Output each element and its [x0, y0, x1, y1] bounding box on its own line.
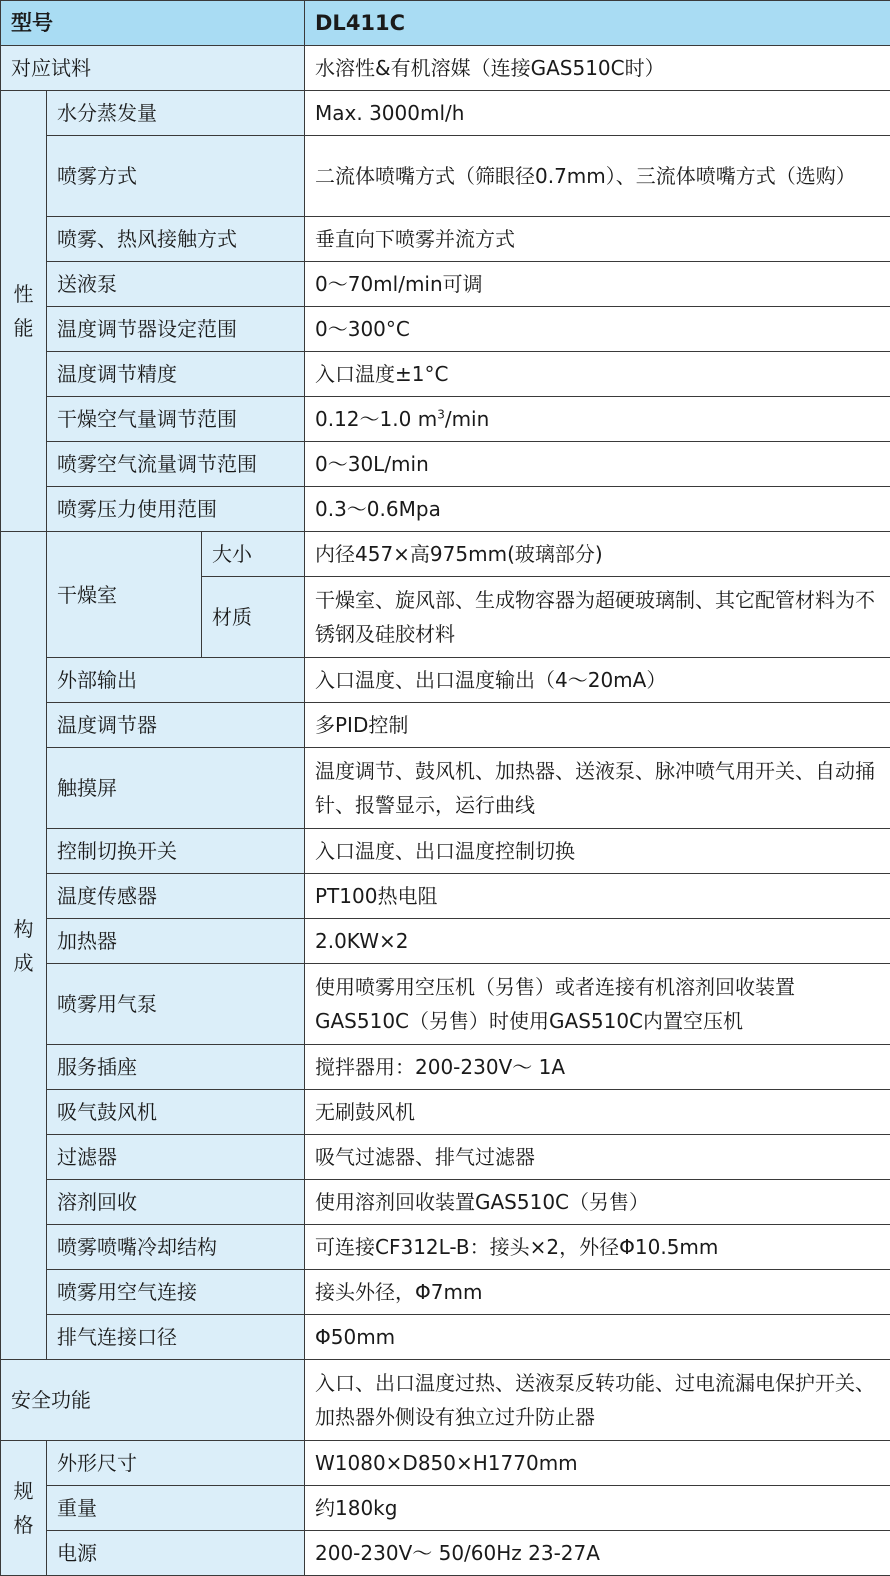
row-value: 多PID控制 [305, 703, 890, 748]
row-label: 电源 [47, 1531, 305, 1576]
row-value: 搅拌器用：200-230V～ 1A [305, 1045, 890, 1090]
table-row [1, 307, 890, 352]
row-label: 加热器 [47, 919, 305, 964]
table-row [1, 1180, 890, 1225]
row-label: 吸气鼓风机 [47, 1090, 305, 1135]
table-row [1, 217, 890, 262]
specs-group-text: 规格 [13, 1474, 35, 1542]
row-label: 排气连接口径 [47, 1315, 305, 1360]
row-value: PT100热电阻 [305, 874, 890, 919]
table-row [1, 1531, 890, 1576]
table-row [1, 262, 890, 307]
material-row [1, 46, 890, 91]
material-label: 对应试料 [1, 46, 305, 91]
row-label: 送液泵 [47, 262, 305, 307]
table-row [1, 703, 890, 748]
performance-group-label [1, 91, 47, 532]
model-value: DL411C [305, 1, 890, 46]
specs-group-label [1, 1441, 47, 1576]
table-row [1, 487, 890, 532]
table-row [1, 136, 890, 217]
row-label: 溶剂回收 [47, 1180, 305, 1225]
row-label: 重量 [47, 1486, 305, 1531]
value-prefix: 0.12～1.0 m [315, 407, 437, 431]
table-row [1, 748, 890, 829]
row-value: 无刷鼓风机 [305, 1090, 890, 1135]
row-label: 控制切换开关 [47, 829, 305, 874]
row-value: 0～30L/min [305, 442, 890, 487]
row-label: 温度调节器 [47, 703, 305, 748]
row-value: 二流体喷嘴方式（筛眼径0.7mm）、三流体喷嘴方式（选购） [305, 136, 890, 217]
table-row [1, 91, 890, 136]
row-value: 入口温度、出口温度控制切换 [305, 829, 890, 874]
row-value: Max. 3000ml/h [305, 91, 890, 136]
row-label: 触摸屏 [47, 748, 305, 829]
row-label: 过滤器 [47, 1135, 305, 1180]
row-value: 200-230V～ 50/60Hz 23-27A [305, 1531, 890, 1576]
row-value: 使用溶剂回收装置GAS510C（另售） [305, 1180, 890, 1225]
row-label: 外形尺寸 [47, 1441, 305, 1486]
row-label: 温度传感器 [47, 874, 305, 919]
table-row [1, 397, 890, 442]
value-suffix: /min [445, 407, 489, 431]
row-label: 喷雾压力使用范围 [47, 487, 305, 532]
table-row [1, 442, 890, 487]
row-label: 干燥空气量调节范围 [47, 397, 305, 442]
table-row [1, 1135, 890, 1180]
safety-value: 入口、出口温度过热、送液泵反转功能、过电流漏电保护开关、加热器外侧设有独立过升防止器 [305, 1360, 890, 1441]
row-label: 喷雾、热风接触方式 [47, 217, 305, 262]
row-value [305, 397, 890, 442]
row-label: 服务插座 [47, 1045, 305, 1090]
table-row [1, 352, 890, 397]
row-value: 入口温度、出口温度输出（4～20mA） [305, 658, 890, 703]
row-value: 0～300°C [305, 307, 890, 352]
row-value: Φ50mm [305, 1315, 890, 1360]
row-label: 温度调节精度 [47, 352, 305, 397]
safety-row [1, 1360, 890, 1441]
size-sublabel: 大小 [202, 532, 305, 577]
table-row [1, 658, 890, 703]
value-superscript: 3 [437, 407, 445, 421]
table-row [1, 1315, 890, 1360]
row-value: 使用喷雾用空压机（另售）或者连接有机溶剂回收装置GAS510C（另售）时使用GAS510C内置空压机 [305, 964, 890, 1045]
model-label: 型号 [1, 1, 305, 46]
row-value: 温度调节、鼓风机、加热器、送液泵、脉冲喷气用开关、自动捅针、报警显示，运行曲线 [305, 748, 890, 829]
row-value: 垂直向下喷雾并流方式 [305, 217, 890, 262]
row-label: 温度调节器设定范围 [47, 307, 305, 352]
table-row [1, 919, 890, 964]
performance-group-text: 性能 [13, 277, 35, 345]
row-value: 0～70ml/min可调 [305, 262, 890, 307]
table-row [1, 1090, 890, 1135]
construction-group-label [1, 532, 47, 1360]
row-label: 喷雾空气流量调节范围 [47, 442, 305, 487]
row-label: 水分蒸发量 [47, 91, 305, 136]
table-row [1, 1225, 890, 1270]
header-row [1, 1, 890, 46]
table-row [1, 874, 890, 919]
row-value: W1080×D850×H1770mm [305, 1441, 890, 1486]
material-sublabel: 材质 [202, 577, 305, 658]
row-value: 吸气过滤器、排气过滤器 [305, 1135, 890, 1180]
construction-group-text: 构成 [13, 912, 35, 980]
row-value: 入口温度±1°C [305, 352, 890, 397]
row-label: 喷雾方式 [47, 136, 305, 217]
table-row [1, 532, 890, 577]
row-value: 约180kg [305, 1486, 890, 1531]
row-label: 外部输出 [47, 658, 305, 703]
material-value: 水溶性&有机溶媒（连接GAS510C时） [305, 46, 890, 91]
table-row [1, 829, 890, 874]
table-row [1, 1441, 890, 1486]
row-label: 喷雾用气泵 [47, 964, 305, 1045]
row-value: 可连接CF312L-B：接头×2，外径Φ10.5mm [305, 1225, 890, 1270]
table-row [1, 1486, 890, 1531]
table-row [1, 1270, 890, 1315]
table-row [1, 1045, 890, 1090]
drying-chamber-label: 干燥室 [47, 532, 202, 658]
row-value: 2.0KW×2 [305, 919, 890, 964]
row-label: 喷雾用空气连接 [47, 1270, 305, 1315]
row-label: 喷雾喷嘴冷却结构 [47, 1225, 305, 1270]
material-sub-value: 干燥室、旋风部、生成物容器为超硬玻璃制、其它配管材料为不锈钢及硅胶材料 [305, 577, 890, 658]
safety-label: 安全功能 [1, 1360, 305, 1441]
table-row [1, 964, 890, 1045]
row-value: 0.3～0.6Mpa [305, 487, 890, 532]
size-value: 内径457×高975mm(玻璃部分) [305, 532, 890, 577]
row-value: 接头外径，Φ7mm [305, 1270, 890, 1315]
